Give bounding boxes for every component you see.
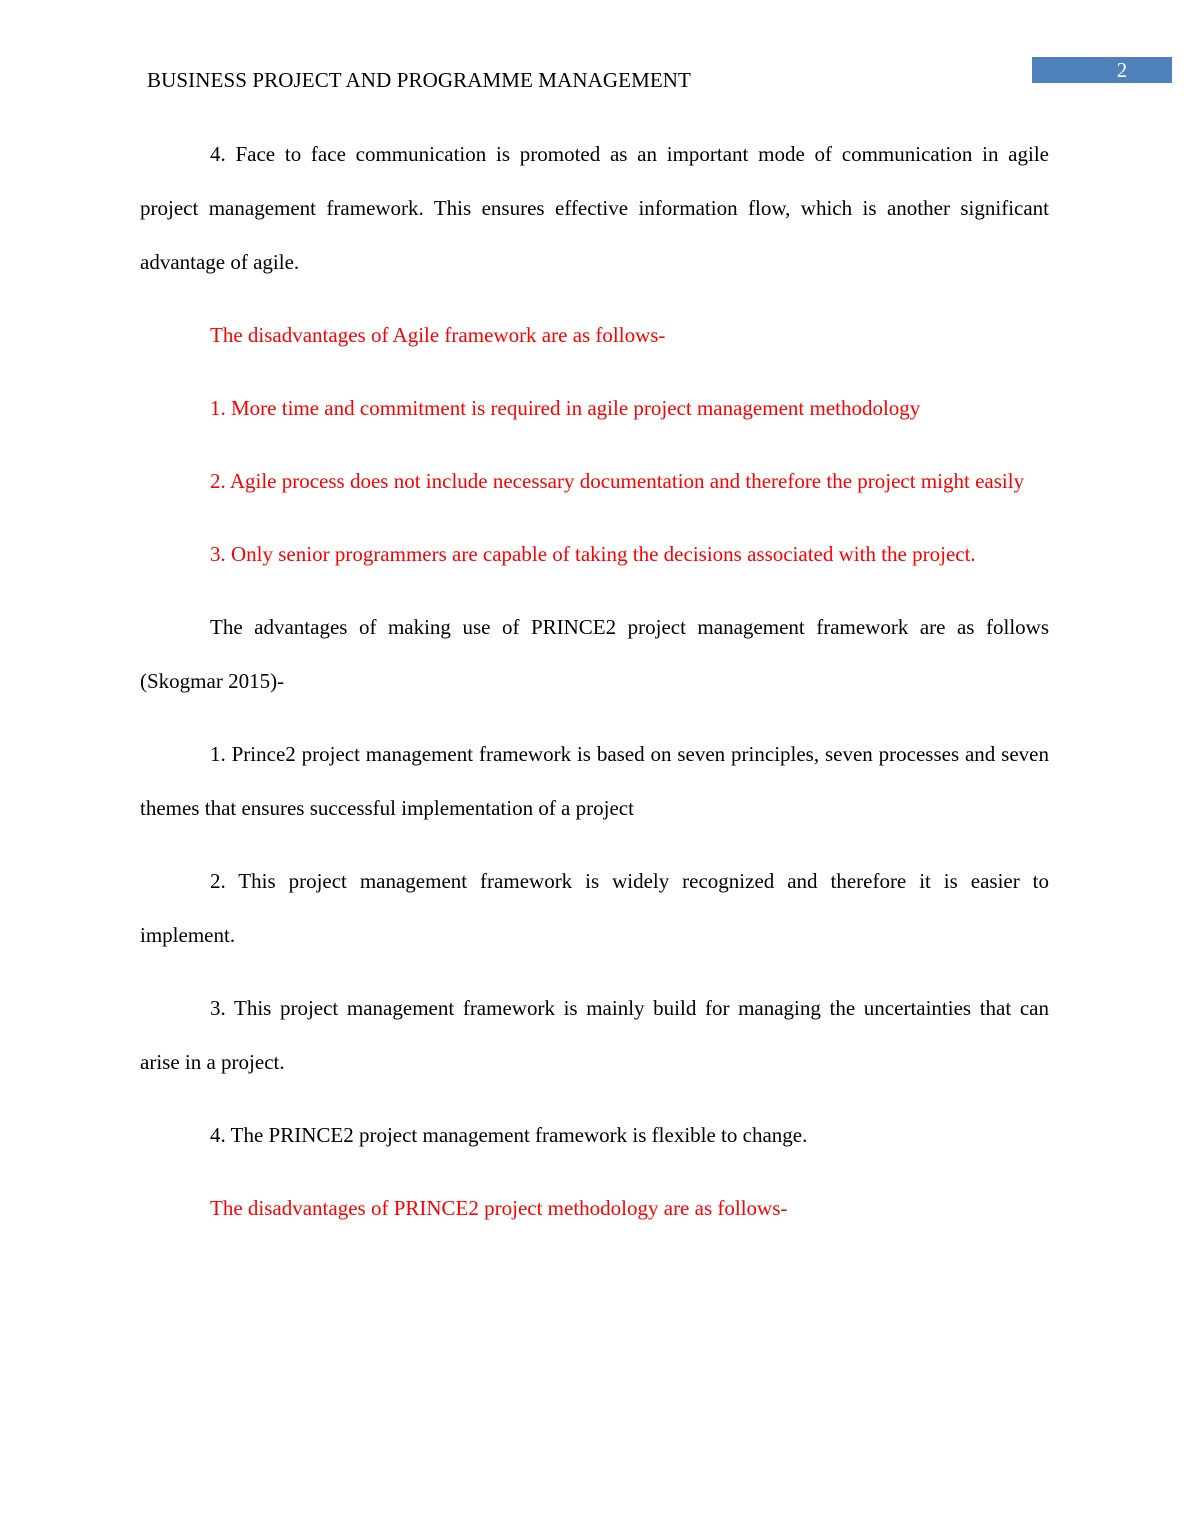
paragraph-prince2-advantages-heading: The advantages of making use of PRINCE2 project management framework are as follows (Skogmar 2015)- [140,615,1049,693]
document-body [140,127,1049,1254]
paragraph-prince2-advantage-3: 3. This project management framework is mainly build for managing the uncertainties that can arise in a project. [140,996,1049,1074]
paragraph-agile-disadvantages-heading: The disadvantages of Agile framework are as follows- [210,323,666,347]
paragraph-agile-disadvantage-3: 3. Only senior programmers are capable of taking the decisions associated with the project. [210,542,976,566]
paragraph-face-to-face: 4. Face to face communication is promoted as an important mode of communication in agile project management framework. This ensures effective information flow, which is another significant advantage of agile. [140,142,1049,274]
running-header: BUSINESS PROJECT AND PROGRAMME MANAGEMENT [147,68,691,92]
paragraph-agile-disadvantage-1: 1. More time and commitment is required in agile project management methodology [210,396,921,420]
paragraph-prince2-advantage-2: 2. This project management framework is widely recognized and therefore it is easier to implement. [140,869,1049,947]
paragraph-prince2-advantage-4: 4. The PRINCE2 project management framework is flexible to change. [210,1123,808,1147]
paragraph-prince2-disadvantages-heading: The disadvantages of PRINCE2 project methodology are as follows- [210,1196,788,1220]
page-number: 2 [1032,57,1172,83]
paragraph-agile-disadvantage-2: 2. Agile process does not include necessary documentation and therefore the project might easily [210,469,1025,493]
paragraph-prince2-advantage-1: 1. Prince2 project management framework is based on seven principles, seven processes and seven themes that ensures successful implementation of a project [140,742,1049,820]
